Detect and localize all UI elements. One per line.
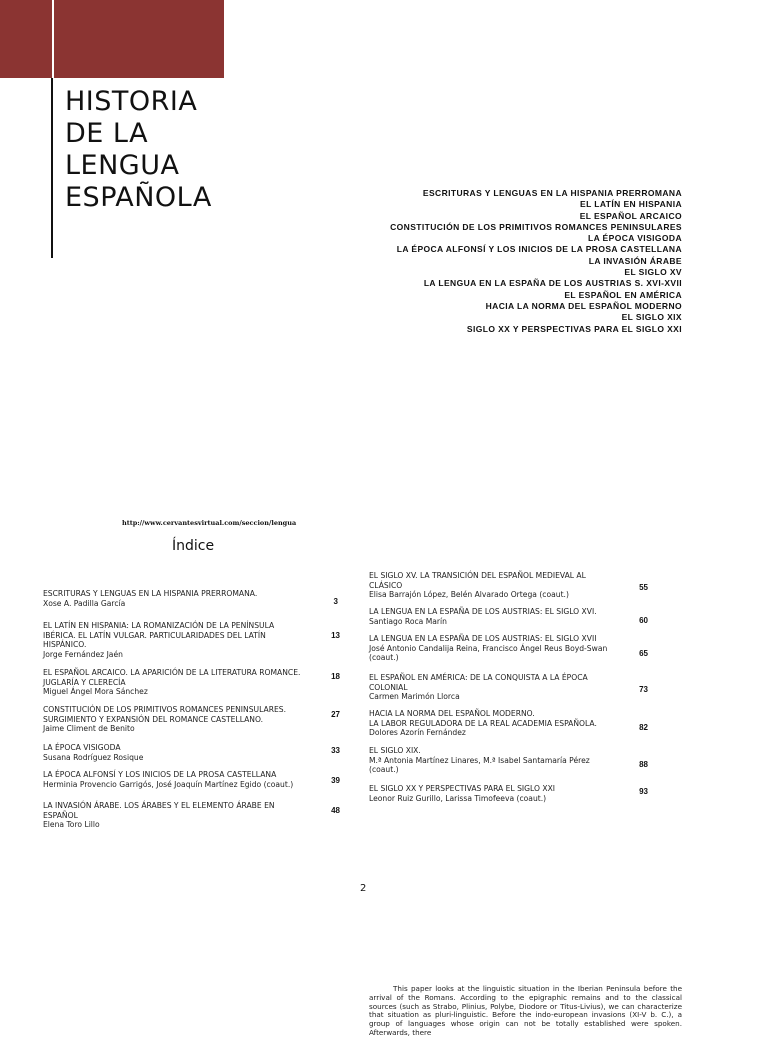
chapter-item: ESCRITURAS Y LENGUAS EN LA HISPANIA PRERROMANA: [422, 188, 682, 198]
toc-entry-title: COLONIAL: [369, 682, 408, 692]
index-heading: Índice: [172, 538, 215, 554]
chapter-item: LA INVASIÓN ÁRABE: [588, 255, 682, 266]
chapter-list: [390, 188, 682, 335]
toc-entry-author: Miguel Ángel Mora Sánchez: [43, 687, 148, 697]
toc-page-number: 60: [639, 616, 648, 625]
toc-entry-author: Xose A. Padilla García: [43, 598, 126, 608]
toc-entry[interactable]: [369, 709, 597, 738]
title-line: HISTORIA: [65, 86, 198, 117]
toc-entry-author: M.ª Antonia Martínez Linares, M.ª Isabel Santamaría Pérez: [369, 755, 590, 765]
toc-entry[interactable]: [43, 770, 293, 789]
toc-entry-title: JUGLARÍA Y CLERECÍA: [43, 677, 126, 687]
chapter-item: HACIA LA NORMA DEL ESPAÑOL MODERNO: [485, 300, 682, 311]
toc-entry-title: EL SIGLO XX Y PERSPECTIVAS PARA EL SIGLO XXI: [369, 784, 556, 793]
page-number: 2: [360, 883, 367, 894]
title-line: LENGUA: [65, 150, 180, 181]
title-line: ESPAÑOLA: [65, 182, 212, 213]
toc-entry-author: (coaut.): [369, 765, 399, 775]
chapter-item: EL LATÍN EN HISPANIA: [580, 199, 682, 210]
abstract-paragraph: This paper looks at the linguistic situation in the Iberian Peninsula before the arrival of the Romans. According to the epigraphic remains and to the classical sources (such as Strabo, Plinius, Polybe, Diodore or Titus-Livius), we can characterize that situation as pluri-linguistic. Before the indo-european invasions (XI-V b. C.), a group of languages whose origin can not be totally established were spoken. Afterwards, there: [369, 984, 682, 1037]
toc-entry-title: ESPAÑOL: [43, 810, 78, 820]
toc-entry-title: LA ÉPOCA ALFONSÍ Y LOS INICIOS DE LA PROSA CASTELLANA: [43, 770, 277, 779]
title-line: DE LA: [65, 118, 149, 149]
toc-entry[interactable]: [43, 668, 300, 697]
toc-entry-author: (coaut.): [369, 653, 399, 663]
toc-page-number: 39: [331, 776, 340, 785]
chapter-item: CONSTITUCIÓN DE LOS PRIMITIVOS ROMANCES PENINSULARES: [390, 221, 682, 232]
toc-entry[interactable]: [43, 743, 143, 762]
toc-entry[interactable]: [43, 801, 275, 830]
chapter-item: LA ÉPOCA ALFONSÍ Y LOS INICIOS DE LA PROSA CASTELLANA: [396, 244, 682, 255]
toc-entry-title: EL LATÍN EN HISPANIA: LA ROMANIZACIÓN DE LA PENÍNSULA: [43, 621, 275, 630]
toc-entry-title: CLÁSICO: [369, 580, 403, 590]
toc-page-number: 82: [639, 723, 648, 732]
chapter-item: SIGLO XX Y PERSPECTIVAS PARA EL SIGLO XXI: [466, 323, 682, 334]
toc-entry[interactable]: [369, 607, 597, 626]
toc-entry-author: Jaime Climent de Benito: [43, 724, 135, 734]
source-url-link[interactable]: http://www.cervantesvirtual.com/seccion/lengua: [122, 519, 297, 527]
toc-page-number: 55: [639, 583, 648, 592]
toc-entry[interactable]: [43, 621, 274, 660]
chapter-item: EL ESPAÑOL ARCAICO: [579, 210, 682, 221]
toc-entry-title: HACIA LA NORMA DEL ESPAÑOL MODERNO.: [369, 709, 535, 718]
chapter-item: LA ÉPOCA VISIGODA: [587, 233, 682, 244]
toc-page-number: 65: [639, 649, 648, 658]
toc-entry-title: EL SIGLO XV. LA TRANSICIÓN DEL ESPAÑOL MEDIEVAL AL: [369, 571, 586, 580]
toc-entry[interactable]: [369, 746, 590, 775]
toc-page-number: 18: [331, 672, 340, 681]
toc-entry-title: EL ESPAÑOL ARCAICO. LA APARICIÓN DE LA LITERATURA ROMANCE.: [43, 668, 301, 677]
chapter-item: EL SIGLO XIX: [621, 312, 682, 323]
toc-entry-title: CONSTITUCIÓN DE LOS PRIMITIVOS ROMANCES PENINSULARES.: [43, 705, 287, 714]
toc-entry-title: HISPÁNICO.: [43, 640, 87, 650]
toc-entry-title: ESCRITURAS Y LENGUAS EN LA HISPANIA PRERROMANA.: [43, 589, 258, 598]
toc-entry[interactable]: [369, 634, 607, 663]
toc-entry-author: Carmen Marimón Llorca: [369, 692, 460, 702]
toc-entry[interactable]: [43, 589, 257, 608]
toc-entry[interactable]: [369, 571, 586, 600]
chapter-item: LA LENGUA EN LA ESPAÑA DE LOS AUSTRIAS S. XVI-XVII: [423, 278, 682, 289]
toc-entry-author: Dolores Azorín Fernández: [369, 728, 466, 738]
toc-page-number: 73: [639, 685, 648, 694]
toc-entry-author: Leonor Ruiz Gurillo, Larissa Timofeeva (coaut.): [369, 793, 547, 803]
toc-page-number: 88: [639, 760, 648, 769]
toc-page-number: 27: [331, 710, 340, 719]
toc-entry-title: LA LENGUA EN LA ESPAÑA DE LOS AUSTRIAS: EL SIGLO XVII: [369, 634, 597, 643]
toc-page-number: 33: [331, 746, 340, 755]
chapter-item: EL ESPAÑOL EN AMÉRICA: [564, 289, 682, 300]
chapter-item: EL SIGLO XV: [624, 267, 682, 278]
toc-entry-title: IBÉRICA. EL LATÍN VULGAR. PARTICULARIDADES DEL LATÍN: [43, 630, 266, 640]
header-divider: [52, 0, 54, 78]
toc-entry-title: LA ÉPOCA VISIGODA: [43, 743, 121, 752]
toc-page-number: 3: [333, 597, 338, 606]
toc-entry-author: Elena Toro Lillo: [43, 820, 100, 830]
toc-entry-author: José Antonio Candalija Reina, Francisco Ángel Reus Boyd-Swan: [369, 643, 608, 653]
document-title: [65, 86, 212, 214]
toc-entry[interactable]: [43, 705, 286, 734]
title-rule: [51, 78, 53, 258]
toc-page-number: 93: [639, 787, 648, 796]
toc-entry-title: LA INVASIÓN ÁRABE. LOS ÁRABES Y EL ELEMENTO ÁRABE EN: [43, 801, 275, 810]
toc-entry-title: LA LENGUA EN LA ESPAÑA DE LOS AUSTRIAS: EL SIGLO XVI.: [369, 607, 597, 616]
toc-entry-author: Santiago Roca Marín: [369, 616, 447, 626]
header-color-block: [0, 0, 224, 78]
toc-page-number: 13: [331, 631, 340, 640]
toc-entry-author: Jorge Fernández Jaén: [43, 650, 123, 660]
toc-entry-author: Susana Rodríguez Rosique: [43, 752, 144, 762]
toc-entry-title: EL ESPAÑOL EN AMÉRICA: DE LA CONQUISTA A LA ÉPOCA: [369, 673, 588, 682]
toc-entry-author: Herminia Provencio Garrigós, José Joaquín Martínez Egido (coaut.): [43, 779, 294, 789]
toc-entry-title: LA LABOR REGULADORA DE LA REAL ACADEMIA ESPAÑOLA.: [369, 718, 597, 728]
toc-entry-author: Elisa Barrajón López, Belén Alvarado Ortega (coaut.): [369, 590, 569, 600]
toc-page-number: 48: [331, 806, 340, 815]
toc-entry-title: EL SIGLO XIX.: [369, 746, 421, 755]
toc-entry-title: SURGIMIENTO Y EXPANSIÓN DEL ROMANCE CASTELLANO.: [43, 714, 264, 724]
toc-entry[interactable]: [369, 673, 588, 702]
toc-entry[interactable]: [369, 784, 555, 803]
